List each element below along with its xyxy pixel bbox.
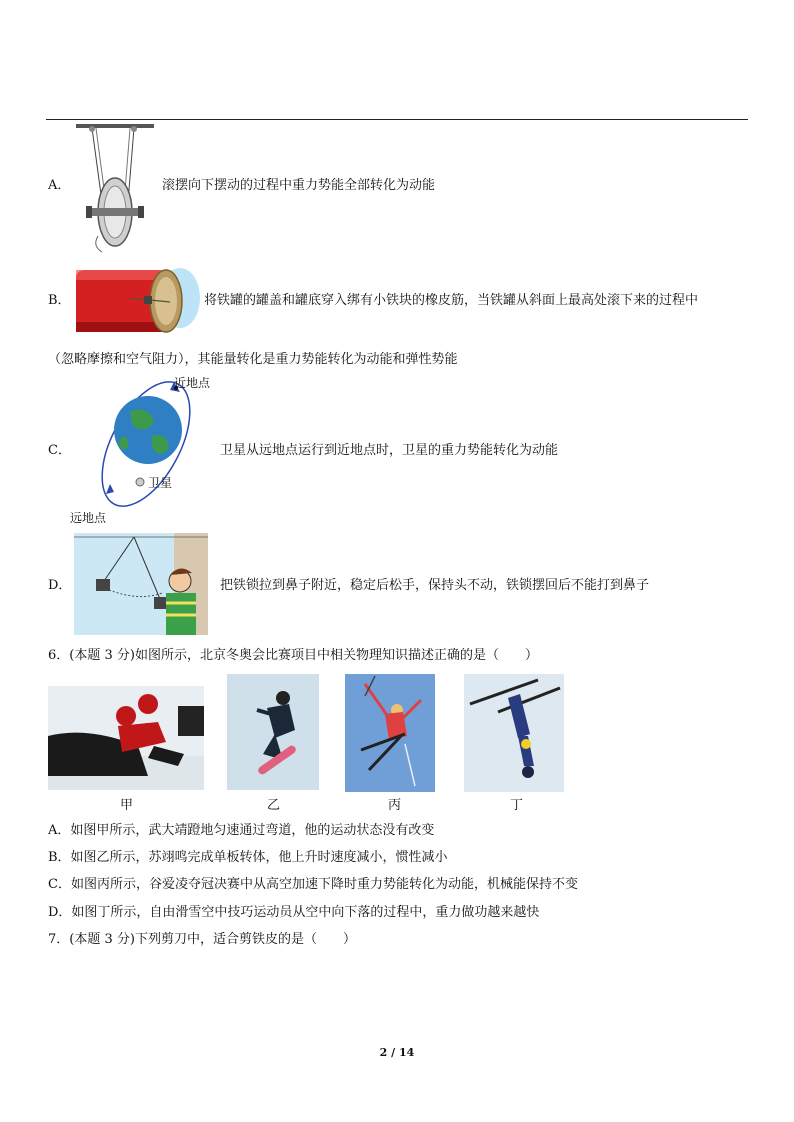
caption-yi: 乙 xyxy=(267,798,281,813)
photo-bing-freestyle xyxy=(345,674,435,792)
question-7-stem: 7．(本题 3 分)下列剪刀中，适合剪铁皮的是（ ） xyxy=(48,932,356,947)
iron-lock-pendulum-figure xyxy=(74,533,208,635)
question-6-stem: 6．(本题 3 分)如图所示，北京冬奥会比赛项目中相关物理知识描述正确的是（ ） xyxy=(48,648,538,663)
rolling-pendulum-figure xyxy=(72,124,156,256)
photo-jia-speed-skating xyxy=(48,686,204,790)
header-rule xyxy=(46,119,748,120)
q6-option-c: C．如图丙所示，谷爱凌夺冠决赛中从高空加速下降时重力势能转化为动能，机械能保持不变 xyxy=(48,877,578,892)
option-b-text: 将铁罐的罐盖和罐底穿入绑有小铁块的橡皮筋，当铁罐从斜面上最高处滚下来的过程中 xyxy=(204,293,699,308)
photo-yi-snowboard xyxy=(227,674,319,790)
q6-option-d: D．如图丁所示，自由滑雪空中技巧运动员从空中向下落的过程中，重力做功越来越快 xyxy=(48,905,540,920)
option-a-letter: A． xyxy=(48,178,71,193)
apogee-label: 远地点 xyxy=(70,511,107,525)
option-b-text-continued: （忽略摩擦和空气阻力），其能量转化是重力势能转化为动能和弹性势能 xyxy=(48,352,458,367)
option-b-letter: B． xyxy=(48,293,71,308)
satellite-label: 卫星 xyxy=(148,476,173,490)
option-c-letter: C． xyxy=(48,443,71,458)
photo-ding-aerials xyxy=(464,674,564,792)
q6-option-b: B．如图乙所示，苏翊鸣完成单板转体，他上升时速度减小，惯性减小 xyxy=(48,850,448,865)
option-c-text: 卫星从远地点运行到近地点时，卫星的重力势能转化为动能 xyxy=(220,443,559,458)
caption-ding: 丁 xyxy=(510,798,524,813)
satellite-orbit-figure xyxy=(70,374,210,526)
caption-jia: 甲 xyxy=(120,798,134,813)
perigee-label: 近地点 xyxy=(174,376,211,390)
rolling-can-figure xyxy=(70,262,202,342)
option-a-text: 滚摆向下摆动的过程中重力势能全部转化为动能 xyxy=(162,178,436,193)
option-d-text: 把铁锁拉到鼻子附近，稳定后松手，保持头不动，铁锁摆回后不能打到鼻子 xyxy=(220,578,650,593)
q6-option-a: A．如图甲所示，武大靖蹬地匀速通过弯道，他的运动状态没有改变 xyxy=(48,823,435,838)
page-number: 2 / 14 xyxy=(379,1046,415,1059)
caption-bing: 丙 xyxy=(388,798,402,813)
option-d-letter: D． xyxy=(48,578,72,593)
